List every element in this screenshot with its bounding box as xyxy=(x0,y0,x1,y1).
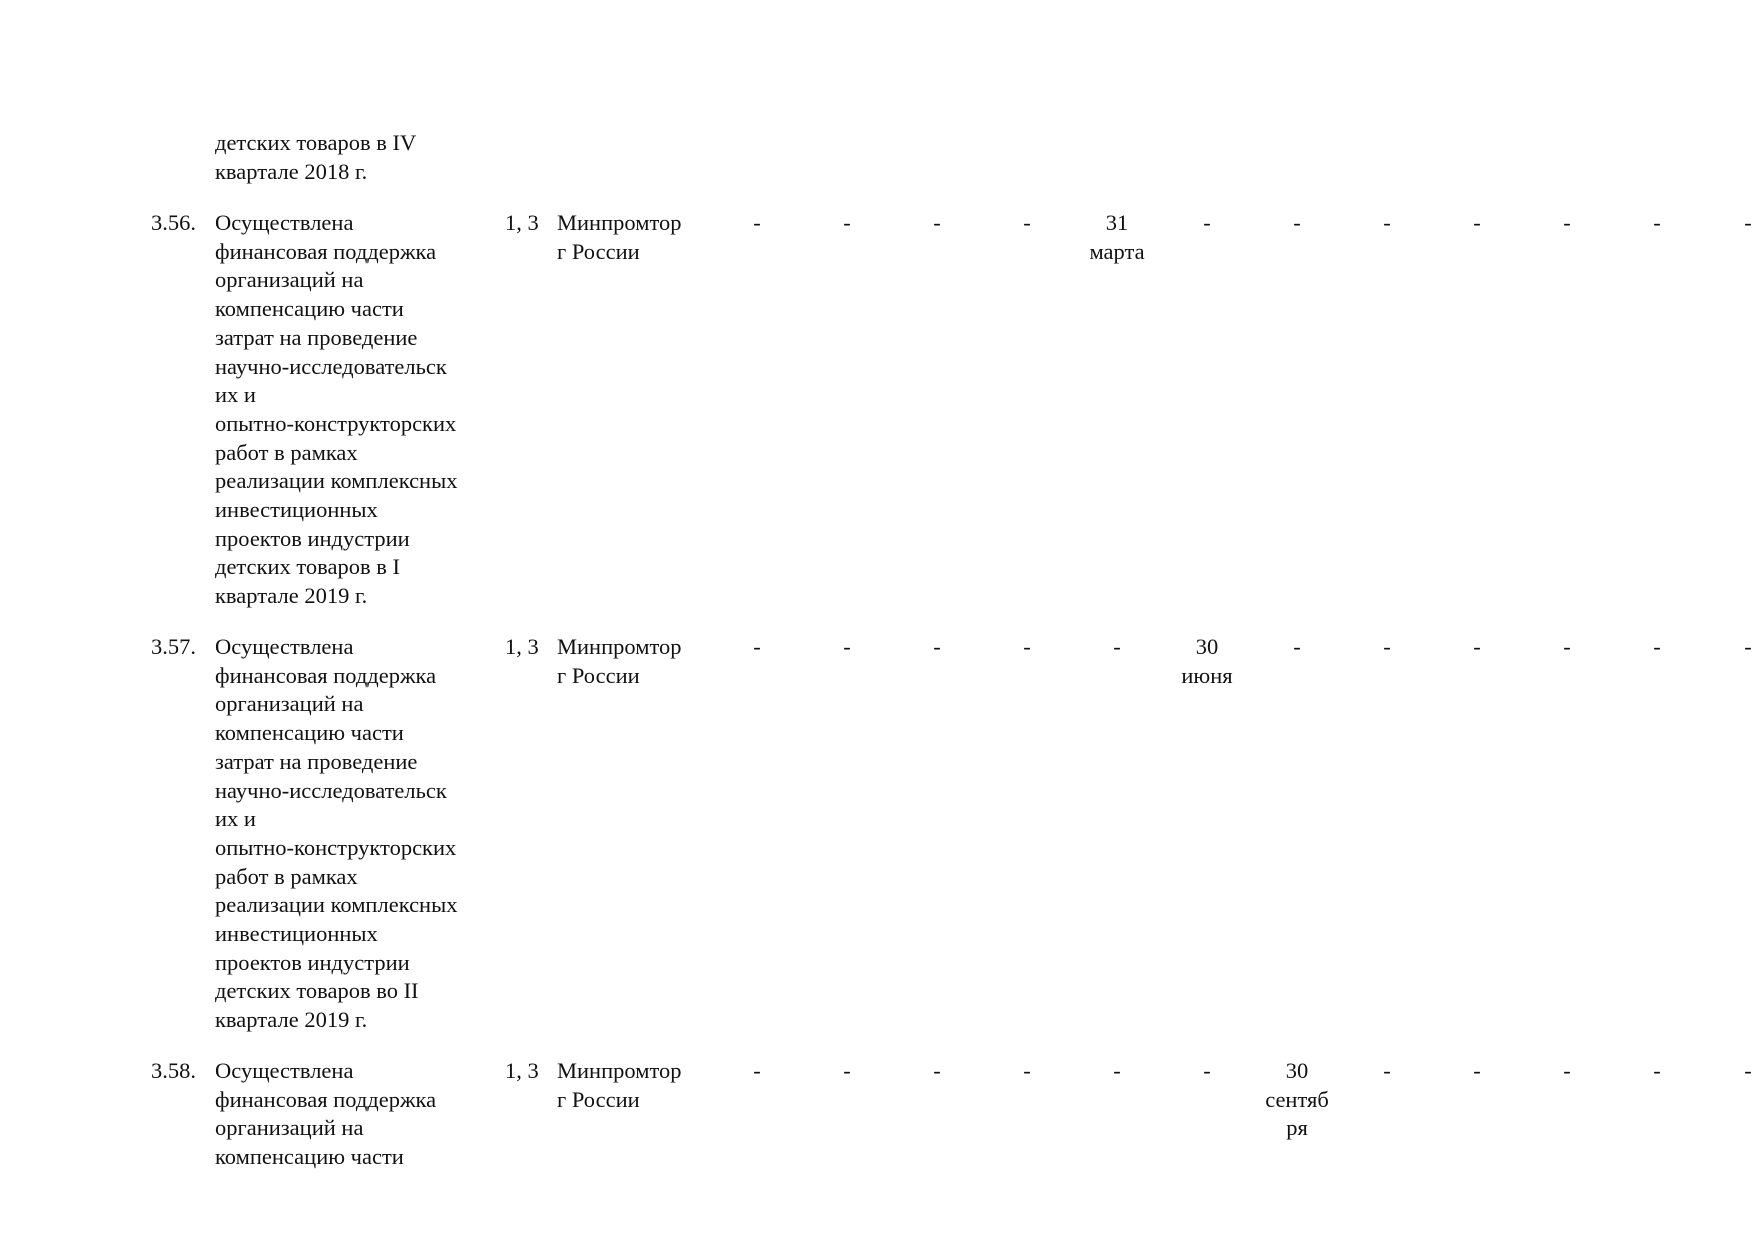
value-cell: - xyxy=(1744,210,1752,235)
row-indicators: 1, 3 xyxy=(505,634,539,659)
value-cell: - xyxy=(753,634,761,659)
value-cell: - xyxy=(933,634,941,659)
value-cell: - xyxy=(1653,210,1661,235)
value-cell: - xyxy=(1563,634,1571,659)
value-cell: - xyxy=(1023,210,1031,235)
value-cell: - xyxy=(1023,1058,1031,1083)
value-cell: - xyxy=(1383,634,1391,659)
value-cell: 31 марта xyxy=(1089,210,1145,264)
row-executor: Минпромтор г России xyxy=(557,210,682,264)
value-cell: - xyxy=(1744,1058,1752,1083)
value-cell: - xyxy=(1113,634,1121,659)
value-cell: - xyxy=(753,1058,761,1083)
value-cell: - xyxy=(753,210,761,235)
value-cell: - xyxy=(843,210,851,235)
value-cell: - xyxy=(1203,210,1211,235)
row-number: 3.57. xyxy=(151,634,196,659)
value-cell: - xyxy=(1563,1058,1571,1083)
value-cell: - xyxy=(1653,1058,1661,1083)
value-cell: - xyxy=(1383,1058,1391,1083)
value-cell: - xyxy=(1563,210,1571,235)
row-number: 3.58. xyxy=(151,1058,196,1083)
value-cell: - xyxy=(933,1058,941,1083)
value-cell: - xyxy=(843,1058,851,1083)
row-executor: Минпромтор г России xyxy=(557,1058,682,1112)
row-executor: Минпромтор г России xyxy=(557,634,682,688)
row-description: Осуществлена финансовая поддержка организаций на компенсацию части xyxy=(215,1058,437,1170)
value-cell: - xyxy=(1744,634,1752,659)
value-cell: 30 сентяб ря xyxy=(1265,1058,1329,1141)
value-cell: - xyxy=(1473,210,1481,235)
value-cell: - xyxy=(1653,634,1661,659)
row-indicators: 1, 3 xyxy=(505,1058,539,1083)
value-cell: - xyxy=(1473,634,1481,659)
value-cell: - xyxy=(1383,210,1391,235)
value-cell: - xyxy=(1473,1058,1481,1083)
value-cell: - xyxy=(843,634,851,659)
row-number: 3.56. xyxy=(151,210,196,235)
row-indicators: 1, 3 xyxy=(505,210,539,235)
value-cell: - xyxy=(1113,1058,1121,1083)
value-cell: - xyxy=(1203,1058,1211,1083)
row-description: Осуществлена финансовая поддержка организаций на компенсацию части затрат на проведение научно-исследовательск их и опытно-конструкторских работ в рамках реализации комплексных инвестиционных проектов индустрии детских товаров в I квартале 2019 г. xyxy=(215,210,458,609)
row-description: Осуществлена финансовая поддержка организаций на компенсацию части затрат на проведение научно-исследовательск их и опытно-конструкторских работ в рамках реализации комплексных инвестиционных проектов индустрии детских товаров во II квартале 2019 г. xyxy=(215,634,458,1033)
value-cell: - xyxy=(1293,210,1301,235)
row-description: детских товаров в IV квартале 2018 г. xyxy=(215,130,417,184)
value-cell: - xyxy=(933,210,941,235)
value-cell: - xyxy=(1023,634,1031,659)
value-cell: - xyxy=(1293,634,1301,659)
value-cell: 30 июня xyxy=(1181,634,1233,688)
